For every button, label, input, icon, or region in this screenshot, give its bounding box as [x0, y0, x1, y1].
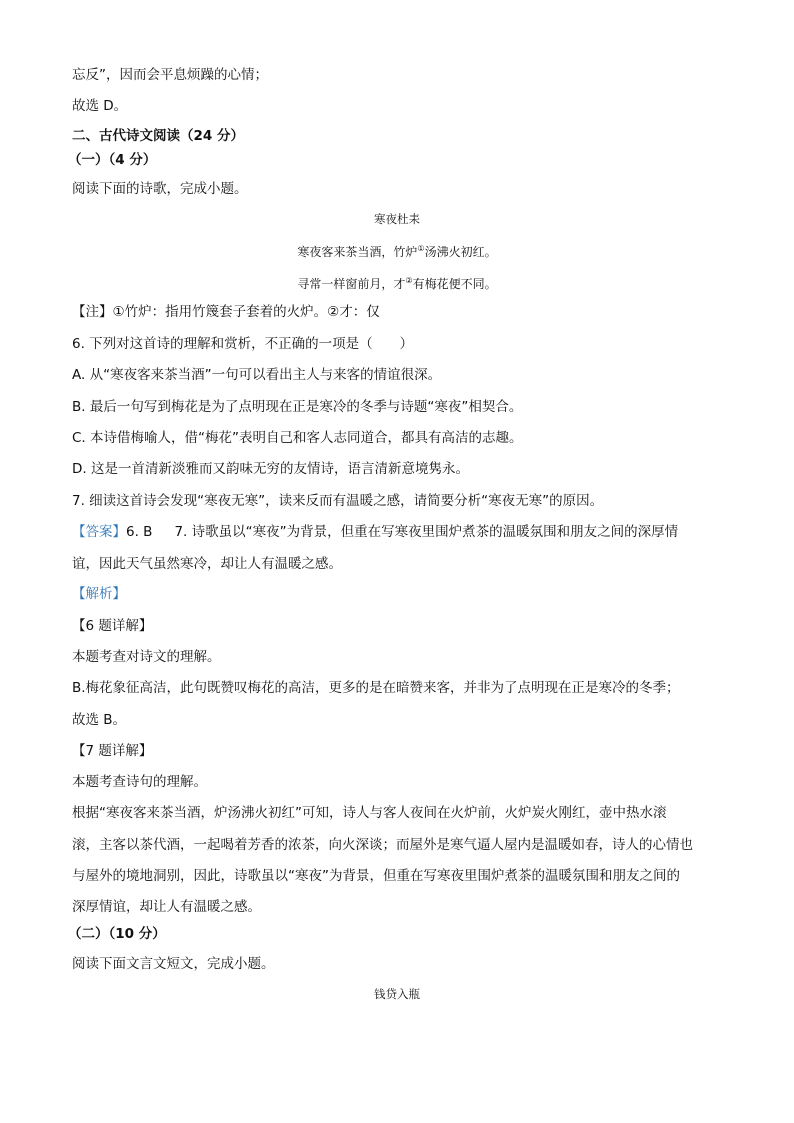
analysis-label: 【解析】: [72, 586, 126, 602]
poem-line-2: [0, 272, 794, 293]
question-7: 7. 细读这首诗会发现“寒夜无寒”，读来反而有温暖之感，请简要分析“寒夜无寒”的原因。: [72, 493, 604, 509]
text-line: 故选 D。: [72, 98, 128, 114]
section-title: 二、古代诗文阅读（24 分）: [72, 128, 244, 144]
note-marker: ①: [417, 244, 425, 253]
part-title: （一）（4 分）: [68, 152, 157, 168]
poem-text: 汤沸火初红。: [424, 245, 497, 259]
text-line: 故选 B。: [72, 712, 127, 728]
poem-line-1: [0, 240, 794, 261]
text-line: 本题考查对诗文的理解。: [72, 649, 221, 665]
poem-text: 寒夜客来茶当酒，竹炉: [297, 245, 418, 259]
text-line: 与屋外的境地洞别，因此，诗歌虽以“寒夜”为背景，但重在写寒夜里围炉煮茶的温暖氛围和朋友之间的: [72, 868, 680, 884]
detail-7-title: 【7 题详解】: [72, 743, 153, 759]
answer-label: 【答案】: [72, 524, 126, 540]
option-c: C. 本诗借梅喻人，借“梅花”表明自己和客人志同道合，都具有高洁的志趣。: [72, 430, 523, 446]
option-b: B. 最后一句写到梅花是为了点明现在正是寒冷的冬季与诗题“寒夜”相契合。: [72, 399, 523, 415]
annotation-note: 【注】①竹炉：指用竹篾套子套着的火炉。②才：仅: [72, 304, 380, 320]
text-line: 滚，主客以茶代酒，一起喝着芳香的浓茶，向火深谈；而屋外是寒气逼人屋内是温暖如春，诗人的心情也: [72, 837, 693, 853]
option-d: D. 这是一首清新淡雅而又韵味无穷的友情诗，语言清新意境隽永。: [72, 461, 469, 477]
option-a: A. 从“寒夜客来茶当酒”一句可以看出主人与来客的情谊很深。: [72, 367, 442, 383]
answer-7: 7. 诗歌虽以“寒夜”为背景，但重在写寒夜里围炉煮茶的温暖氛围和朋友之间的深厚情: [174, 524, 679, 540]
answer-continuation: 谊，因此天气虽然寒冷，却让人有温暖之感。: [72, 556, 342, 572]
text-line: 深厚情谊，却让人有温暖之感。: [72, 899, 261, 915]
text-line: B.梅花象征高洁，此句既赞叹梅花的高洁，更多的是在暗赞来客，并非为了点明现在正是寒冷的冬季；: [72, 680, 680, 696]
poem-title: 寒夜杜耒: [374, 212, 420, 226]
instruction: 阅读下面文言文短文，完成小题。: [72, 956, 275, 972]
prose-title: 钱贷入瓶: [374, 987, 420, 1001]
answer-6: 6. B: [126, 524, 153, 540]
text-line: 根据“寒夜客来茶当酒，炉汤沸火初红”可知，诗人与客人夜间在火炉前，火炉炭火刚红，壶中热水滚: [72, 805, 667, 821]
answer-line: [72, 523, 678, 541]
poem-text: 寻常一样窗前月，才: [297, 277, 406, 291]
text-line: 忘反”，因而会平息烦躁的心情；: [72, 67, 268, 83]
detail-6-title: 【6 题详解】: [72, 618, 153, 634]
note-marker: ②: [405, 276, 413, 285]
poem-text: 有梅花便不同。: [412, 277, 497, 291]
text-line: 本题考查诗句的理解。: [72, 774, 207, 790]
part-title: （二）（10 分）: [68, 926, 166, 942]
instruction: 阅读下面的诗歌，完成小题。: [72, 181, 248, 197]
question-6: 6. 下列对这首诗的理解和赏析，不正确的一项是（ ）: [72, 336, 414, 352]
